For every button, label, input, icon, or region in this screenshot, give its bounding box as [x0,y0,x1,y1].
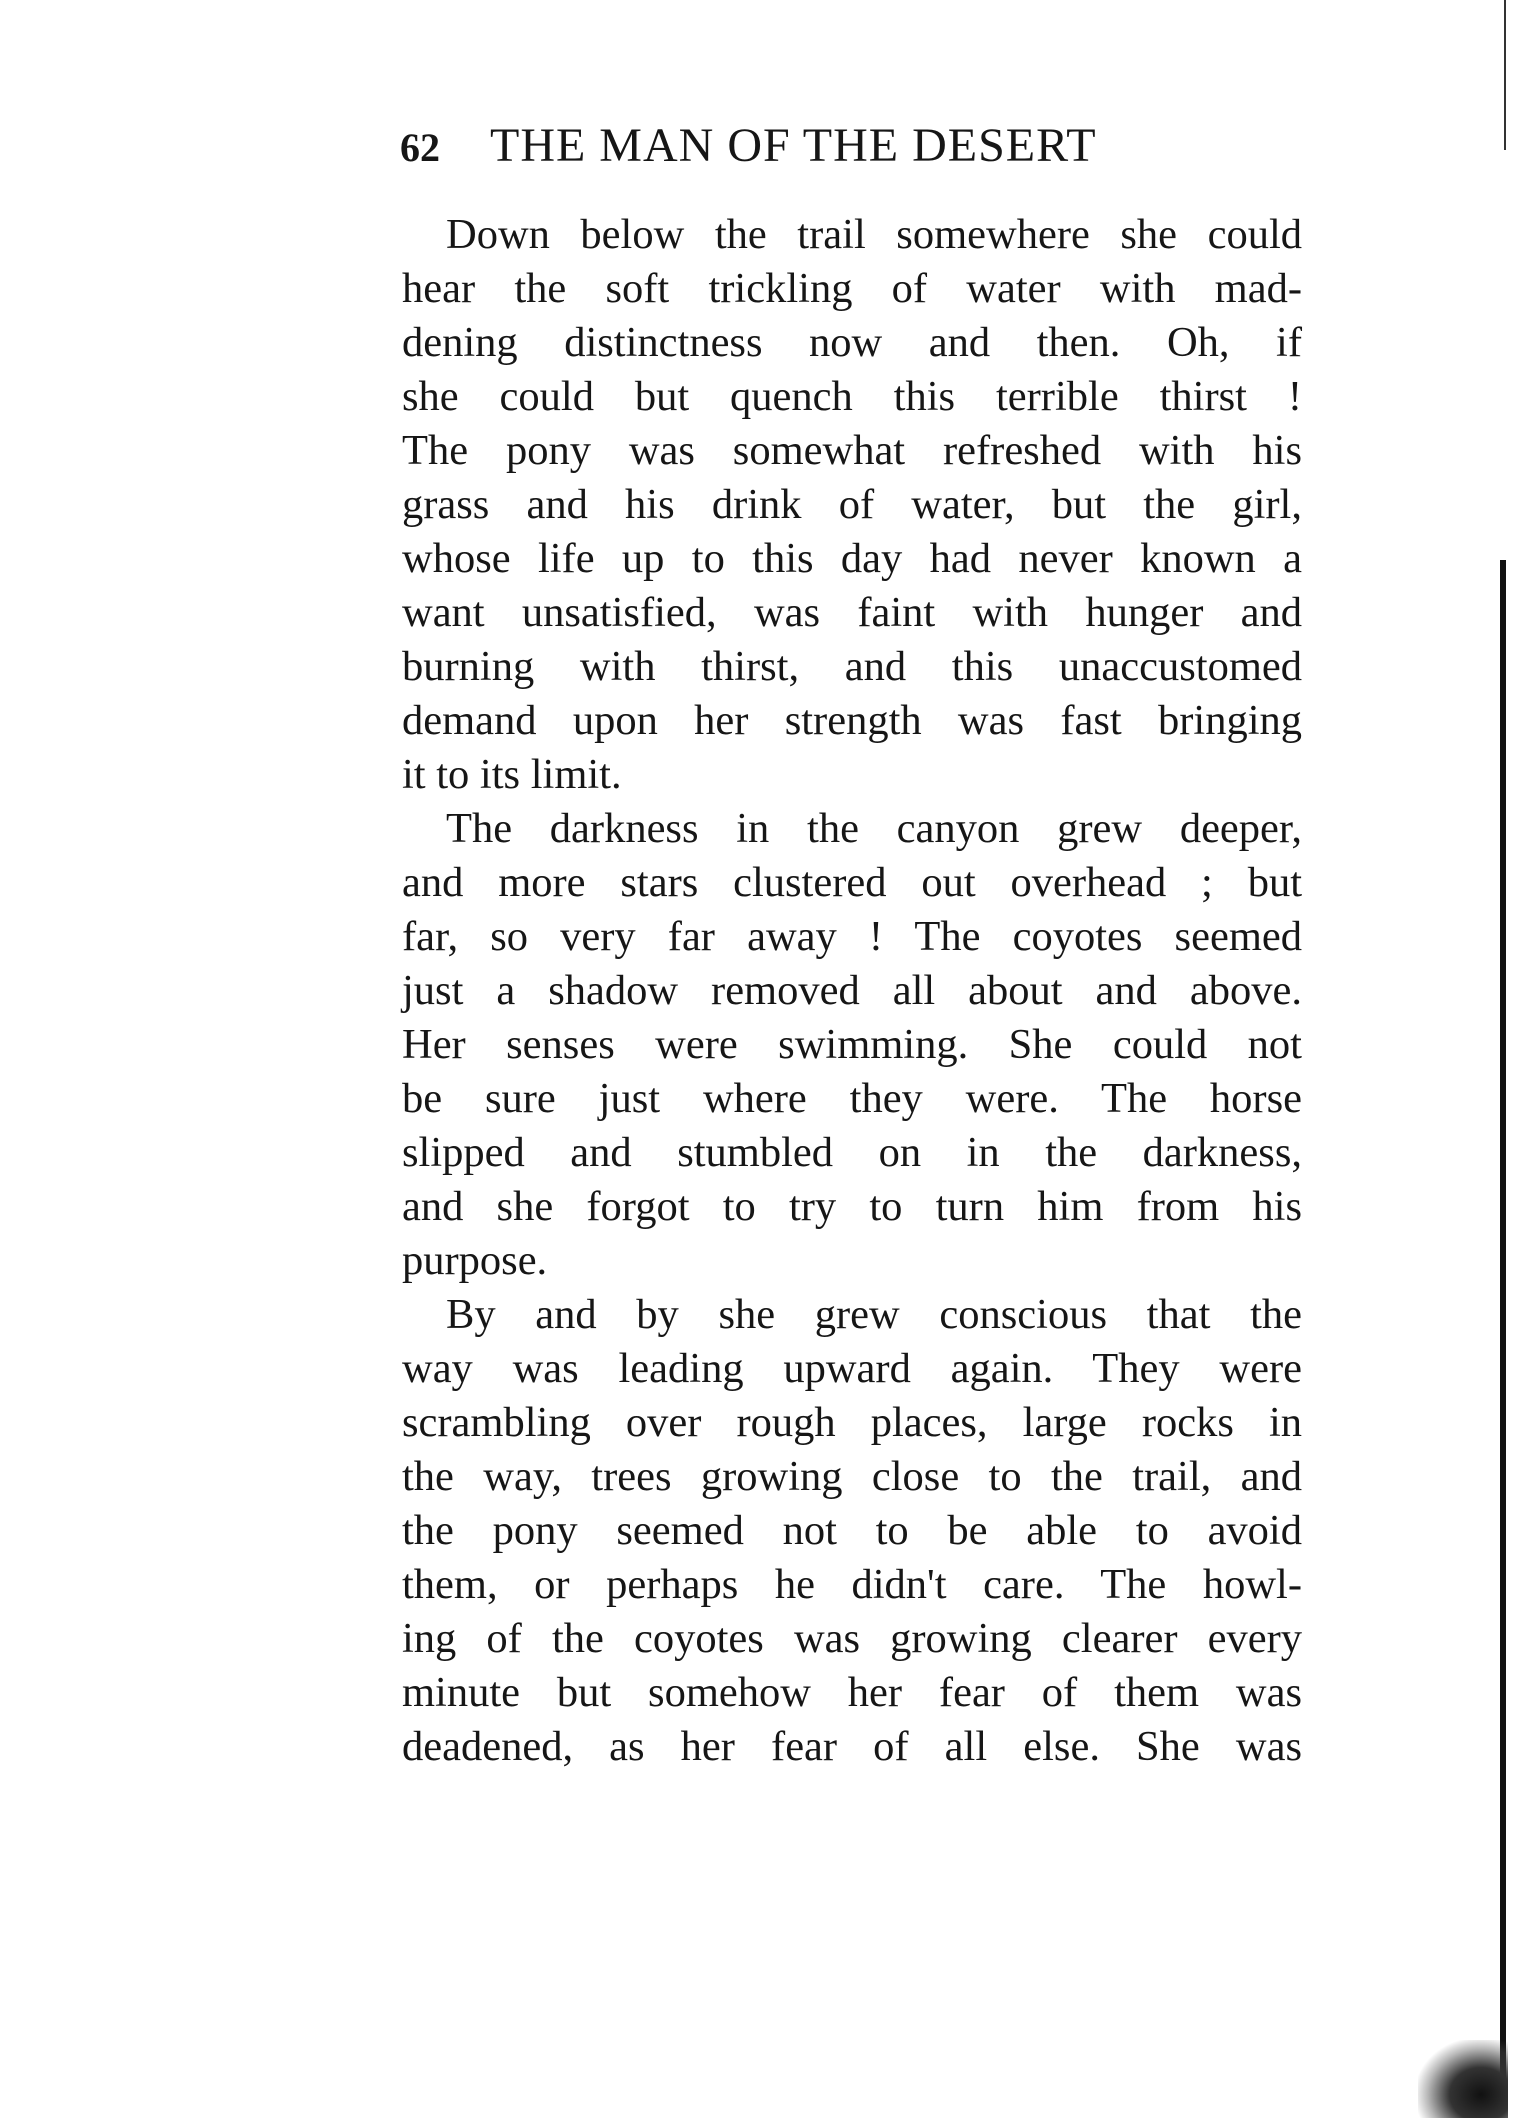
text-line: whose life up to this day had never known a [402,535,1302,582]
running-title: THE MAN OF THE DESERT [490,119,1097,172]
text-line: way was leading upward again. They were [402,1345,1302,1392]
text-line: the way, trees growing close to the trail, and [402,1453,1302,1500]
text-line: Her senses were swimming. She could not [402,1021,1302,1068]
page-edge-shadow-top [1504,0,1506,150]
text-line: deadened, as her fear of all else. She was [402,1723,1302,1770]
scan-smudge [1418,2040,1508,2118]
text-line: and more stars clustered out overhead ; but [402,859,1302,906]
paragraph-2 [402,802,1302,1288]
text-line: The pony was somewhat refreshed with his [402,427,1302,474]
text-line: them, or perhaps he didn't care. The howl- [402,1561,1302,1608]
text-line: be sure just where they were. The horse [402,1075,1302,1122]
text-line: burning with thirst, and this unaccustomed [402,643,1302,690]
text-line: demand upon her strength was fast bringing [402,697,1302,744]
text-line: just a shadow removed all about and above. [402,967,1302,1014]
text-line: and she forgot to try to turn him from his [402,1183,1302,1230]
text-line: ing of the coyotes was growing clearer every [402,1615,1302,1662]
page-number: 62 [400,125,440,170]
text-line: want unsatisfied, was faint with hunger and [402,589,1302,636]
text-line: The darkness in the canyon grew deeper, [446,805,1302,852]
text-line: she could but quench this terrible thirst ! [402,373,1302,420]
text-line: the pony seemed not to be able to avoid [402,1507,1302,1554]
paragraph-1 [402,208,1302,802]
text-line: purpose. [402,1237,548,1284]
text-line: far, so very far away ! The coyotes seemed [402,913,1302,960]
text-line: it to its limit. [402,751,622,798]
text-line: dening distinctness now and then. Oh, if [402,319,1302,366]
page-header [400,116,1300,176]
paragraph-3 [402,1288,1302,1774]
text-line: By and by she grew conscious that the [446,1291,1302,1338]
page-edge-shadow [1500,560,1506,2100]
text-line: minute but somehow her fear of them was [402,1669,1302,1716]
text-line: Down below the trail somewhere she could [446,211,1302,258]
text-line: grass and his drink of water, but the girl, [402,481,1302,528]
text-line: slipped and stumbled on in the darkness, [402,1129,1302,1176]
body-text [402,208,1302,1774]
text-line: scrambling over rough places, large rocks in [402,1399,1302,1446]
text-line: hear the soft trickling of water with mad- [402,265,1302,312]
